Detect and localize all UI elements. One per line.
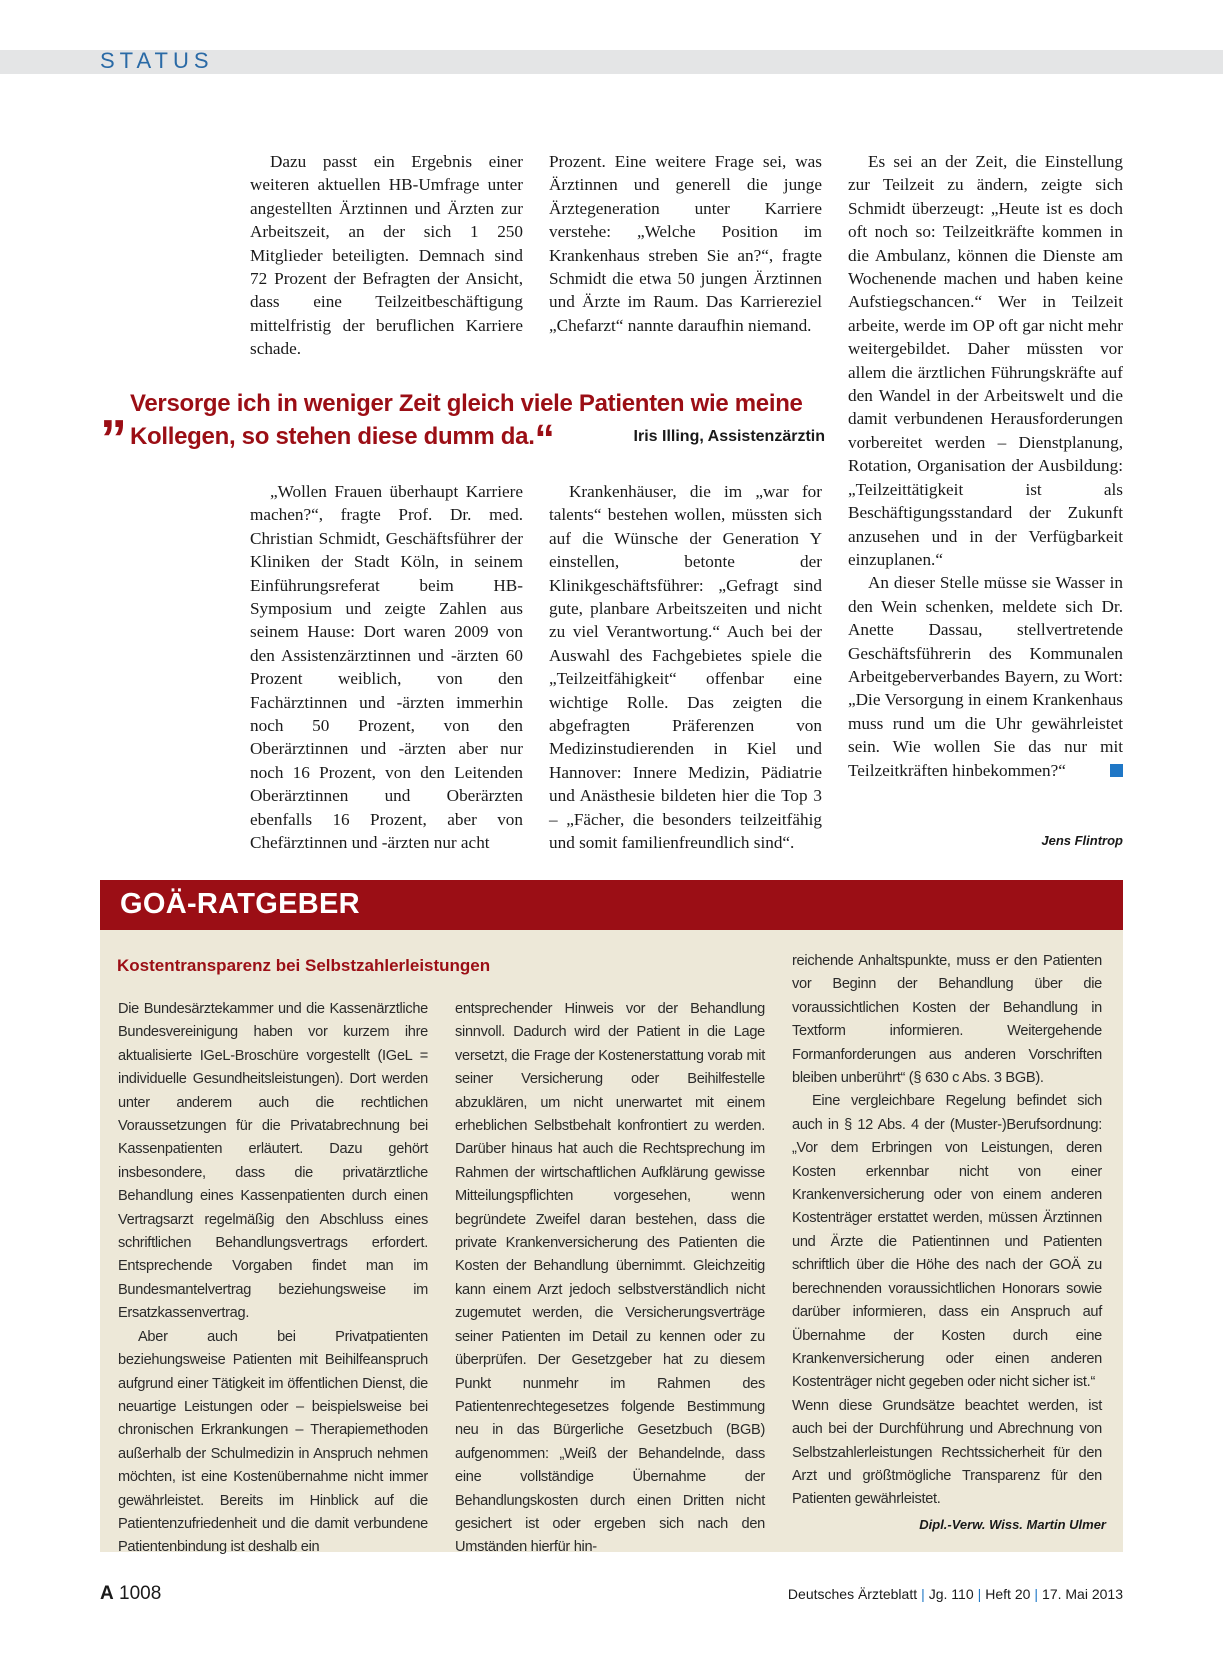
box-paragraph: reichende Anhaltspunkte, muss er den Patienten vor Beginn der Behandlung über die voraussichtlichen Kosten der Behandlung in Textform informieren. Weitergehende Formanforderungen aus anderen Vorschriften bleiben unberührt“ (§ 630 c Abs. 3 BGB). xyxy=(792,953,1102,1087)
article-paragraph: Dazu passt ein Ergebnis einer weiteren aktuellen HB-Umfrage unter angestellten Ärztinnen und Ärzten zur Arbeitszeit, an der sich 1 250 Mitglieder beteiligten. Demnach sind 72 Prozent der Befragten der Ansicht, dass eine Teilzeitbeschäftigung mittelfristig der beruflichen Karriere schade. xyxy=(250,152,523,359)
journal-volume: Jg. 110 xyxy=(928,1586,974,1602)
article-paragraph: Es sei an der Zeit, die Einstellung zur Teilzeit zu ändern, zeigte sich Schmidt überzeugt: „Heute ist es doch oft noch so: Teilzeitkräfte kommen in die Ambulanz, können die Dienste am Wochenende machen und haben keine Aufstiegschancen.“ Wer in Teilzeit arbeite, werde im OP oft gar nicht mehr weitergebildet. Daher müssten vor allem die ärztlichen Führungskräfte auf den Wandel in der Arbeitswelt und die damit verbundenen Herausforderungen vorbereitet werden – Dienstplanung, Rotation, Organisation der Ausbildung: „Teilzeittätigkeit ist als Beschäftigungsstandard der Zukunft anzusehen und in der Verfügbarkeit einzuplanen.“ xyxy=(848,152,1123,569)
box-paragraph: Wenn diese Grundsätze beachtet werden, ist auch bei der Durchführung und Abrechnung von Selbstzahlerleistungen Rechtssicherheit für den Arzt und größtmögliche Transparenz für den Patienten gewährleistet. xyxy=(792,1397,1102,1508)
goae-ratgeber-subtitle: Kostentransparenz bei Selbstzahlerleistungen xyxy=(117,956,491,975)
journal-footer xyxy=(788,1586,1123,1602)
article-paragraph xyxy=(848,571,1123,782)
box-column-2 xyxy=(455,998,765,1560)
end-of-article-square-icon xyxy=(1110,764,1123,777)
article-paragraph-text: An dieser Stelle müsse sie Wasser in den Wein schenken, meldete sich Dr. Anette Dassau, stellvertretende Geschäftsführerin des Kommunalen Arbeitgeberverbandes Bayern, zu Wort: „Die Versorgung in einem Krankenhaus muss rund um die Uhr gewährleistet sein. Wie wollen Sie das nur mit Teilzeitkräften hinbekommen?“ xyxy=(848,573,1123,780)
quote-close-mark: “ xyxy=(534,417,555,461)
article-paragraph: Prozent. Eine weitere Frage sei, was Ärztinnen und generell die junge Ärztegeneration unter Karriere verstehe: „Welche Position im Krankenhaus streben Sie an?“, fragte Schmidt die etwa 50 jungen Ärztinnen und Ärzte im Raum. Das Karriereziel „Chefarzt“ nannte daraufhin niemand. xyxy=(549,152,822,335)
footer-separator: | xyxy=(921,1586,925,1602)
box-column-1 xyxy=(118,998,428,1560)
quote-author: Iris Illing, Assistenzärztin xyxy=(633,428,825,445)
box-paragraph: Die Bundesärztekammer und die Kassenärztliche Bundesvereinigung haben vor kurzem ihre aktualisierte IGeL-Broschüre vorgestellt (IGeL = individuelle Gesundheitsleistungen). Dort werden unter anderem auch die rechtlichen Voraussetzungen für die Privatabrechnung bei Kassenpatienten erläutert. Dazu gehört insbesondere, dass die privatärztliche Behandlung eines Kassenpatienten durch einen Vertragsarzt regelmäßig den Abschluss eines schriftlichen Behandlungsvertrags erfordert. Entsprechende Vorgaben findet man im Bundesmantelvertrag beziehungsweise im Ersatzkassenvertrag. xyxy=(118,1001,428,1322)
article-column-1-bottom xyxy=(250,480,523,855)
page-prefix: A xyxy=(100,1583,114,1604)
box-column-3 xyxy=(792,950,1102,1512)
page-number xyxy=(100,1583,161,1605)
pull-quote-line-2-text: Kollegen, so stehen diese dumm da. xyxy=(130,423,535,450)
article-column-2-bottom xyxy=(549,480,822,855)
footer-separator: | xyxy=(977,1586,982,1602)
article-paragraph: „Wollen Frauen überhaupt Karriere machen?“, fragte Prof. Dr. med. Christian Schmidt, Geschäftsführer der Kliniken der Stadt Köln, in seinem Einführungsreferat beim HB-Symposium und zeigte Zahlen aus seinem Hause: Dort waren 2009 von den Assistenzärztinnen und -ärzten 60 Prozent weiblich, von den Fachärztinnen und -ärzten immerhin noch 50 Prozent, von den Oberärztinnen und -ärzten aber nur noch 16 Prozent, von den Leitenden Oberärztinnen und Oberärzten ebenfalls 16 Prozent, aber von Chefärztinnen und -ärzten nur acht xyxy=(250,482,523,853)
article-author: Jens Flintrop xyxy=(1041,833,1123,848)
journal-name: Deutsches Ärzteblatt xyxy=(787,1586,918,1602)
pull-quote-line-2 xyxy=(130,417,555,461)
pull-quote-line-1: Versorge ich in weniger Zeit gleich viele Patienten wie meine xyxy=(130,390,803,417)
goae-ratgeber-title: GOÄ-RATGEBER xyxy=(120,888,360,920)
quote-open-mark: „ xyxy=(100,379,127,439)
article-column-1-top xyxy=(250,150,523,361)
footer-separator: | xyxy=(1034,1586,1039,1602)
journal-issue: Heft 20 xyxy=(985,1586,1031,1602)
box-paragraph: Eine vergleichbare Regelung befindet sich auch in § 12 Abs. 4 der (Muster-)Berufsordnung: „Vor dem Erbringen von Leistungen, deren Kosten erkennbar nicht von einer Krankenversicherung oder von einem anderen Kostenträger erstattet werden, müssen Ärztinnen und Ärzte die Patientinnen und Patienten schriftlich über die Höhe des nach der GOÄ zu berechnenden voraussichtlichen Honorars sowie darüber informieren, dass ein Anspruch auf Übernahme der Kosten durch eine Krankenversicherung oder einen anderen Kostenträger nicht gegeben oder nicht sicher ist.“ xyxy=(792,1093,1102,1391)
article-paragraph: Krankenhäuser, die im „war for talents“ bestehen wollen, müssten sich auf die Wünsche der Generation Y einstellen, betonte der Klinikgeschäftsführer: „Gefragt sind gute, planbare Arbeitszeiten und nicht zu viel Verantwortung.“ Auch bei der Auswahl des Fachgebietes spiele die „Teilzeitfähigkeit“ offenbar eine wichtige Rolle. Das zeigten die abgefragten Präferenzen von Medizinstudierenden in Kiel und Hannover: Innere Medizin, Pädiatrie und Anästhesie bildeten hier die Top 3 – „Fächer, die besonders teilzeitfähig und somit familienfreundlich sind“. xyxy=(549,482,822,853)
article-column-2-top xyxy=(549,150,822,337)
box-paragraph: Aber auch bei Privatpatienten beziehungsweise Patienten mit Beihilfeanspruch aufgrund einer Tätigkeit im öffentlichen Dienst, die neuartige Leistungen oder – beispielsweise bei chronischen Erkrankungen – Therapiemethoden außerhalb der Schulmedizin in Anspruch nehmen möchten, ist eine Kostenübernahme nicht immer gewährleistet. Bereits im Hinblick auf die Patientenzufriedenheit und die damit verbundene Patientenbindung ist deshalb ein xyxy=(118,1328,428,1556)
article-column-3 xyxy=(848,150,1123,782)
box-author: Dipl.-Verw. Wiss. Martin Ulmer xyxy=(919,1517,1106,1532)
box-paragraph: entsprechender Hinweis vor der Behandlung sinnvoll. Dadurch wird der Patient in die Lage versetzt, die Frage der Kostenerstattung vorab mit seiner Versicherung oder Beihilfestelle abzuklären, um nicht unerwartet mit einem erheblichen Selbstbehalt konfrontiert zu werden. Darüber hinaus hat auch die Rechtsprechung im Rahmen der wirtschaftlichen Aufklärung gewisse Mitteilungspflichten vorgesehen, wenn begründete Zweifel daran bestehen, dass die private Krankenversicherung des Patienten die Kosten der Behandlung übernimmt. Gleichzeitig kann einem Arzt jedoch selbstverständlich nicht zugemutet werden, die Versicherungsverträge seiner Patienten im Detail zu kennen oder zu überprüfen. Der Gesetzgeber hat zu diesem Punkt nunmehr im Rahmen des Patientenrechtegesetzes folgende Bestimmung neu in das Bürgerliche Gesetzbuch (BGB) aufgenommen: „Weiß der Behandelnde, dass eine vollständige Übernahme der Behandlungskosten durch einen Dritten nicht gesichert ist oder ergeben sich nach den Umständen hierfür hin- xyxy=(455,1001,765,1556)
section-label: STATUS xyxy=(100,48,214,73)
page-number-value: 1008 xyxy=(119,1583,162,1604)
journal-date: 17. Mai 2013 xyxy=(1042,1586,1123,1602)
